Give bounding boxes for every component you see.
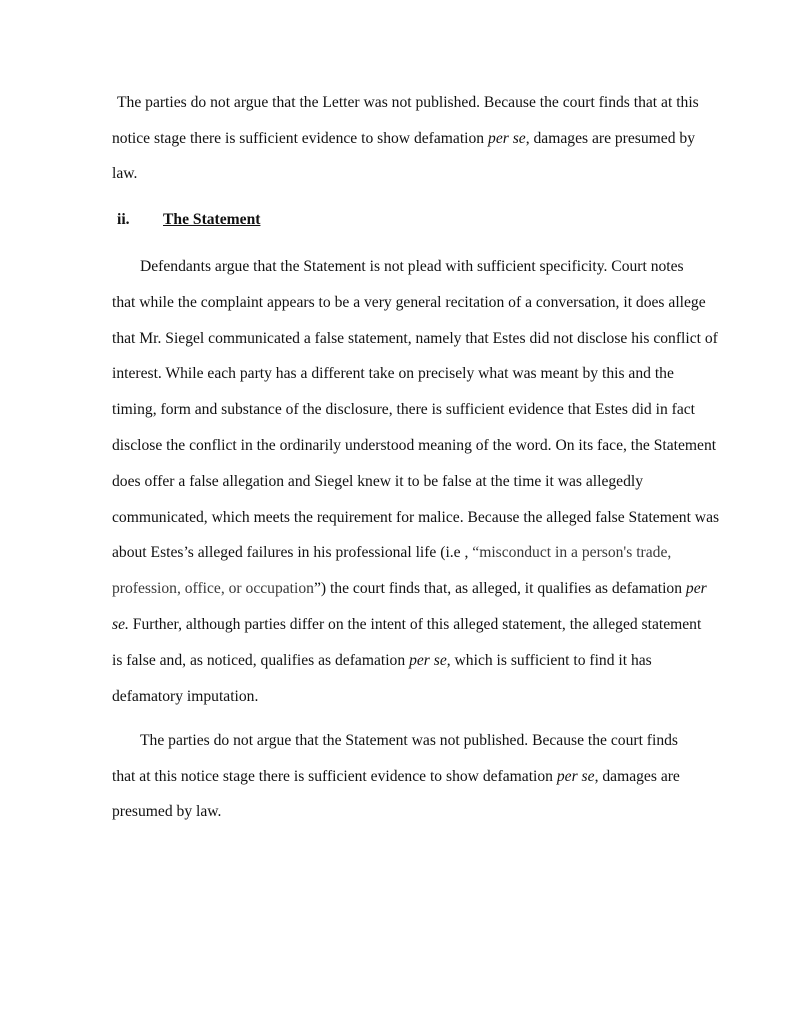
text-segment: that Mr. Siegel communicated a false statement, namely that Estes did not disclose his conflict of: [112, 329, 718, 347]
text-segment: notice stage there is sufficient evidence to show defamation: [112, 129, 489, 147]
text-segment: that while the complaint appears to be a very general recitation of a conversation, it does allege: [112, 293, 706, 311]
text-segment: law.: [112, 165, 138, 183]
text-line: [112, 802, 221, 822]
text-line: [112, 615, 701, 635]
text-segment: about Estes’s alleged failures in his professional life (i.e ,: [112, 544, 473, 562]
italic-text: se.: [112, 616, 129, 633]
text-line: [112, 129, 695, 149]
italic-text: per: [685, 580, 707, 598]
text-line: [112, 472, 643, 492]
text-segment: communicated, which meets the requirement for malice. Because the alleged false Statement was: [112, 508, 720, 526]
text-segment: defamatory imputation.: [112, 687, 259, 705]
text-segment: The parties do not argue that the Statement was not published. Because the court finds: [140, 732, 678, 749]
text-segment: timing, form and substance of the disclosure, there is sufficient evidence that Estes did in fact: [112, 401, 696, 419]
italic-text: per se: [556, 767, 595, 785]
text-segment: The parties do not argue that the Letter was not published. Because the court finds that at this: [117, 94, 699, 111]
text-line: [112, 508, 719, 528]
text-segment: ”) the court finds that, as alleged, it qualifies as defamation: [313, 580, 686, 598]
text-line: [112, 436, 716, 456]
text-line: [112, 164, 137, 184]
italic-text: per se: [409, 651, 447, 669]
text-segment: , damages are presumed by: [525, 129, 696, 147]
quoted-text: profession, office, or occupation: [112, 580, 314, 598]
text-segment: interest. While each party has a different take on precisely what was meant by this and the: [112, 365, 674, 383]
text-line: [112, 293, 706, 313]
text-segment: that at this notice stage there is sufficient evidence to show defamation: [112, 767, 557, 785]
text-segment: , which is sufficient to find it has: [446, 651, 652, 669]
text-line: [140, 731, 678, 751]
text-segment: does offer a false allegation and Siegel knew it to be false at the time it was allegedly: [112, 472, 644, 490]
text-line: [112, 364, 674, 384]
text-segment: is false and, as noticed, qualifies as defamation: [112, 651, 410, 669]
italic-text: per se: [488, 129, 526, 147]
text-segment: , damages are: [594, 767, 680, 785]
text-segment: Defendants argue that the Statement is not plead with sufficient specificity. Court notes: [140, 258, 684, 275]
text-line: [112, 687, 258, 707]
section-title: The Statement: [163, 211, 261, 228]
text-line: [112, 400, 695, 420]
text-line: [112, 579, 707, 599]
text-line: [112, 651, 652, 671]
text-line: [112, 329, 718, 349]
section-heading: [117, 210, 260, 230]
text-line: [112, 767, 680, 787]
text-segment: Further, although parties differ on the intent of this alleged statement, the alleged statement: [128, 616, 702, 633]
quoted-text: “misconduct in a person's trade,: [472, 544, 672, 562]
section-number: ii.: [117, 211, 130, 228]
text-line: [140, 257, 684, 277]
text-segment: disclose the conflict in the ordinarily understood meaning of the word. On its face, the Statement: [112, 437, 717, 454]
text-line: [117, 93, 699, 113]
text-line: [112, 543, 671, 563]
text-segment: presumed by law.: [112, 803, 222, 821]
